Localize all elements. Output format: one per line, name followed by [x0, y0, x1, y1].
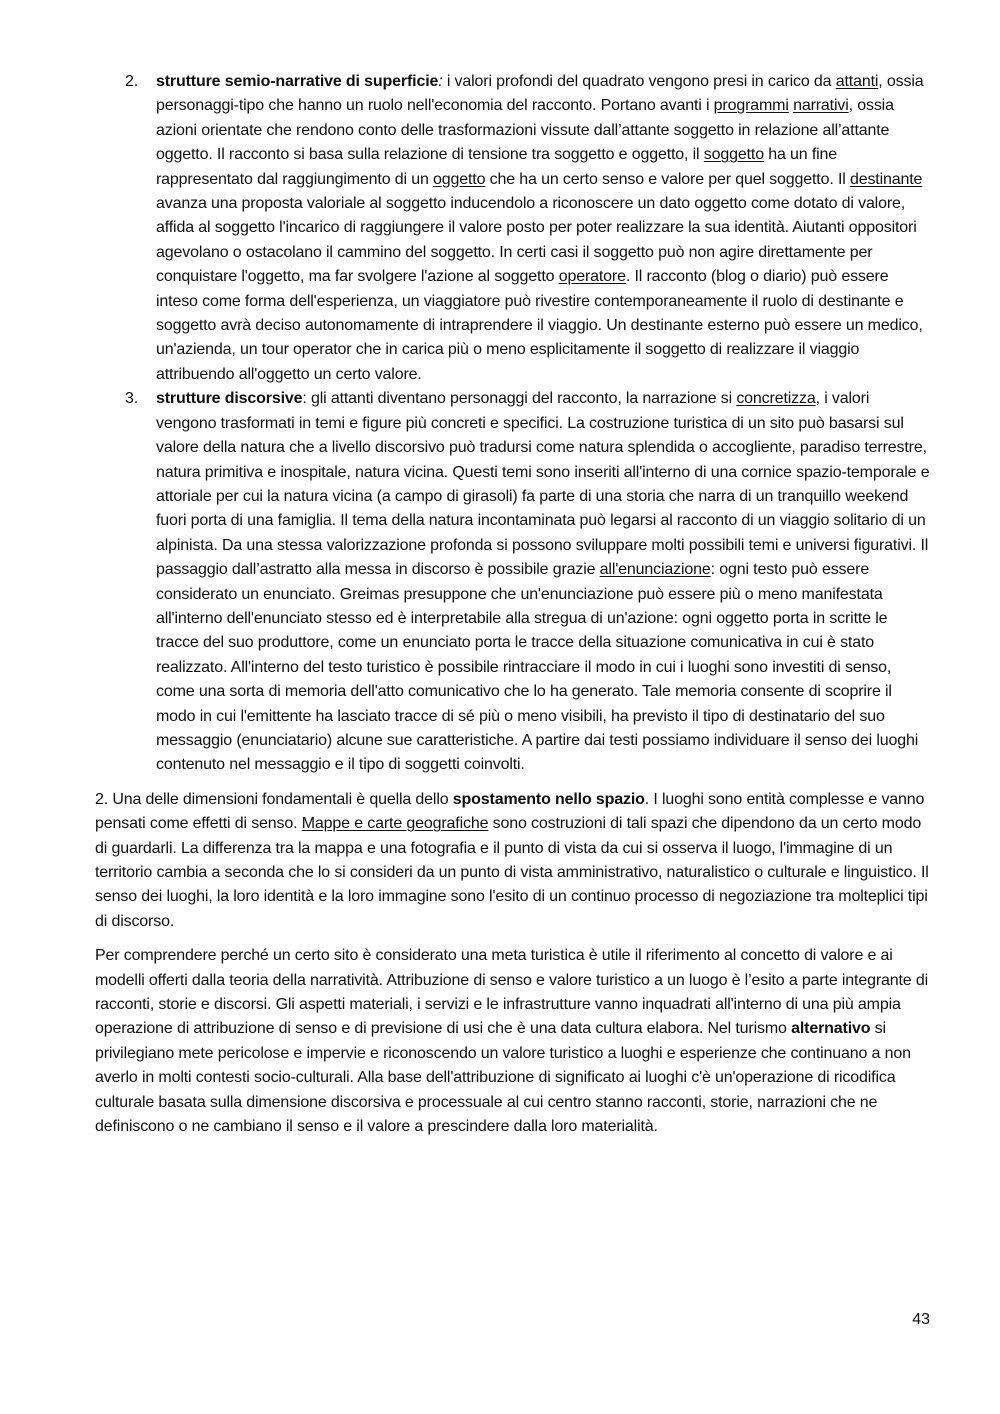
list-item-text — [156, 70, 933, 387]
text-run: . Il racconto (blog o diario) può essere inteso come forma dell'esperienza, un viaggiatore può rivestire contemporaneamente il ruolo di destinante e soggetto avrà deciso autonomamente di intraprendere il viaggio. Un destinante esterno può essere un medico, un'azienda, un tour operator che in carica più o meno esplicitamente il soggetto di realizzare il viaggio attribuendo all'oggetto un certo valore. — [156, 268, 923, 383]
underlined-term: Mappe e carte geografiche — [301, 815, 489, 833]
underlined-term: soggetto — [703, 146, 764, 164]
paragraph-spostamento — [95, 788, 933, 934]
underlined-term: narrativi — [793, 97, 849, 115]
page-content — [95, 70, 933, 1139]
underlined-term: programmi — [713, 97, 789, 115]
term-bold: strutture discorsive — [156, 390, 303, 408]
text-run: i valori profondi del quadrato vengono presi in carico da — [442, 73, 836, 90]
page-number: 43 — [912, 1311, 930, 1328]
term-colon: : — [438, 73, 443, 90]
text-run: ha un fine rappresentato dal raggiungimento di un — [156, 146, 838, 188]
paragraph-gap — [95, 778, 933, 788]
text-run: , ossia azioni orientate che rendono conto delle trasformazioni vissute dall’attante soggetto in relazione all’attante oggetto. Il racconto si basa sulla relazione di tensione tra soggetto e oggetto, il — [156, 97, 894, 164]
list-item-text — [156, 387, 933, 778]
text-run: , ossia personaggi-tipo che hanno un ruolo nell'economia del racconto. Portano avanti i — [156, 73, 924, 115]
list-number: 3. — [125, 390, 139, 408]
underlined-term: concretizza — [736, 390, 816, 408]
underlined-term: oggetto — [433, 170, 486, 188]
text-run: si privilegiano mete pericolose e impervie e riconoscendo un valore turistico a luoghi e esperienze che continuano a non averlo in molti contesti socio-culturali. Alla base dell'attribuzione di significato ai luoghi c'è un'operazione di ricodifica culturale basata sulla dimensione discorsiva e processuale al cui centro stanno racconti, storie, narrazioni che ne definiscono o ne cambiano il senso e il valore a prescindere dalla loro materialità. — [95, 1020, 911, 1136]
underlined-term: attanti — [835, 73, 879, 90]
text-run: . I luoghi sono entità complesse e vanno pensati come effetti di senso. — [95, 790, 925, 833]
bold-term: alternativo — [791, 1020, 871, 1038]
paragraph-meta-turistica — [95, 944, 933, 1139]
list-item-2 — [95, 70, 933, 387]
list-number: 2. — [125, 73, 139, 90]
underlined-term: destinante — [849, 170, 923, 188]
list-item-3 — [95, 387, 933, 778]
text-run: avanza una proposta valoriale al soggetto inducendolo a riconoscere un dato oggetto come dotato di valore, affida al soggetto l'incarico di raggiungere il valore posto per poter realizzare la sua identità. Aiutanti oppositori agevolano o ostacolano il cammino del soggetto. In certi casi il soggetto può non agire direttamente per conquistare l'oggetto, ma far svolgere l'azione al soggetto — [156, 195, 917, 286]
text-run: sono costruzioni di tali spazi che dipendono da un certo modo di guardarli. La differenza tra la mappa e una fotografia e il punto di vista da cui si osserva il luogo, l'immagine di un territorio cambia a seconda che lo si consideri da un punto di vista amministrativo, naturalistico o culturale e linguistico. Il senso dei luoghi, la loro identità e la loro immagine sono l'esito di un continuo processo di negoziazione tra molteplici tipi di discorso. — [95, 815, 929, 930]
term-bold: strutture semio-narrative di superficie — [156, 73, 439, 90]
bold-term: spostamento nello spazio — [452, 790, 645, 808]
text-run: : ogni testo può essere considerato un enunciato. Greimas presuppone che un'enunciazione può essere più o meno manifestata all'interno dell'enunciato stesso ed è interpretabile alla stregua di un'azione: ogni oggetto porta in scritte le tracce del suo produttore, come un enunciato porta le tracce della situazione comunicativa in cui è stato realizzato. All'interno del testo turistico è possibile rintracciare il modo in cui i luoghi sono investiti di senso, come una sorta di memoria dell'atto comunicativo che lo ha generato. Tale memoria consente di scoprire il modo in cui l'emittente ha lasciato tracce di sé più o meno visibili, ha previsto il tipo di destinatario del suo messaggio (enunciatario) alcune sue caratteristiche. A partire dai testi possiamo individuare il senso dei luoghi contenuto nel messaggio e il tipo di soggetti coinvolti. — [156, 561, 919, 774]
text-run: Per comprendere perché un certo sito è considerato una meta turistica è utile il riferimento al concetto di valore e ai modelli offerti dalla teoria della narratività. Attribuzione di senso e valore turistico a un luogo è l’esito a parte integrante di racconti, storie e discorsi. Gli aspetti materiali, i servizi e le infrastrutture vanno inquadrati all'interno di una più ampia operazione di attribuzione di senso e di previsione di usi che è una data cultura elabora. Nel turismo — [95, 947, 928, 1038]
text-run: che ha un certo senso e valore per quel soggetto. Il — [485, 170, 850, 188]
text-run: 2. Una delle dimensioni fondamentali è quella dello — [95, 790, 453, 808]
text-run: : gli attanti diventano personaggi del racconto, la narrazione si — [302, 390, 737, 408]
underlined-term: operatore — [558, 268, 626, 286]
underlined-term: all'enunciazione — [599, 561, 711, 579]
text-run: , i valori vengono trasformati in temi e figure più concreti e specifici. La costruzione turistica di un sito può basarsi sul valore della natura che a livello discorsivo può tradursi come natura splendida o accogliente, paradiso terrestre, natura primitiva e inospitale, natura vicina. Questi temi sono inseriti all'interno di una cornice spazio-temporale e attoriale per cui la natura vicina (a campo di girasoli) fa parte di una storia che narra di un tranquillo weekend fuori porta di una famiglia. Il tema della natura incontaminata può legarsi al racconto di un viaggio solitario di un alpinista. Da una stessa valorizzazione profonda si possono sviluppare molti possibili temi e universi figurativi. Il passaggio dall’astratto alla messa in discorso è possibile grazie — [156, 390, 930, 579]
paragraph-gap — [95, 934, 933, 944]
